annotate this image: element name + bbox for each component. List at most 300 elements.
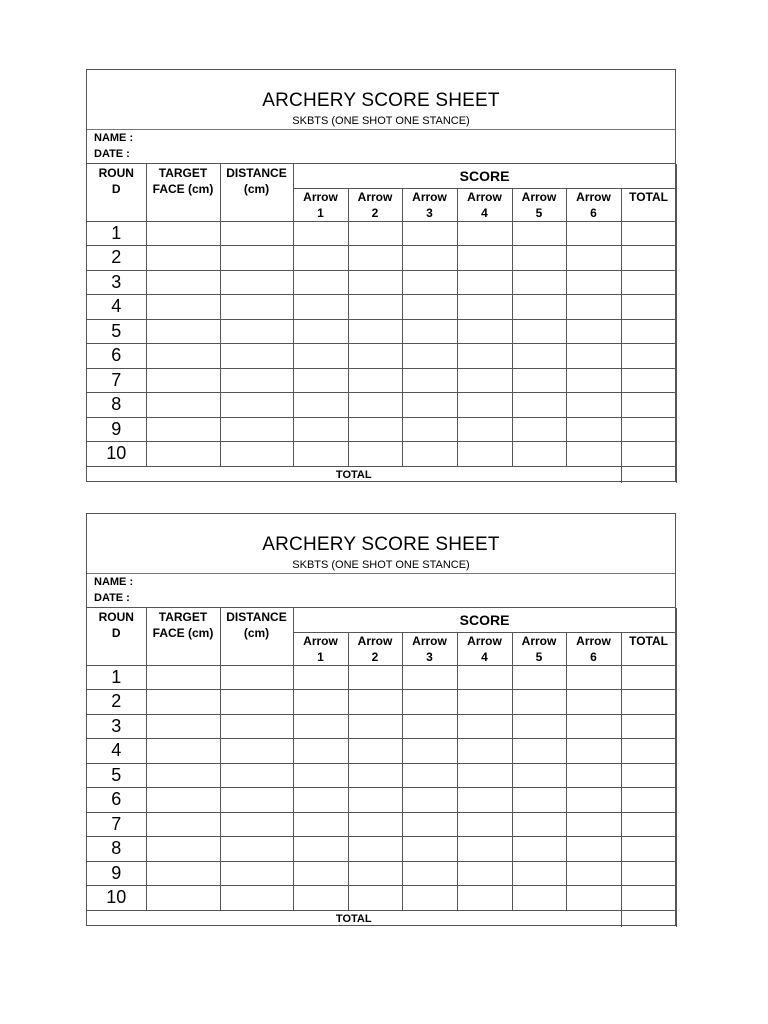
- round-row: [87, 763, 676, 788]
- arrow-4-score-cell[interactable]: [457, 368, 512, 393]
- arrow-4-score-cell[interactable]: [457, 442, 512, 467]
- round-number: 10: [87, 442, 146, 467]
- round-number: 9: [87, 861, 146, 886]
- round-row: [87, 665, 676, 690]
- round-total-cell[interactable]: [621, 763, 676, 788]
- archer-info: [87, 574, 675, 608]
- arrow-4-score-cell[interactable]: [457, 763, 512, 788]
- distance-cell[interactable]: [220, 837, 293, 862]
- arrow-header-label: Arrow: [412, 633, 447, 648]
- arrow-2-header: [348, 188, 402, 221]
- target-header-line2: FACE (cm): [152, 626, 214, 640]
- arrow-5-score-cell[interactable]: [512, 886, 566, 911]
- arrow-header-label: Arrow: [303, 189, 338, 204]
- target-header-line1: TARGET: [158, 610, 208, 624]
- target-face-cell[interactable]: [146, 270, 220, 295]
- round-total-cell[interactable]: [621, 812, 676, 837]
- arrow-header-label: Arrow: [357, 189, 393, 204]
- distance-cell[interactable]: [220, 763, 293, 788]
- arrow-3-score-cell[interactable]: [402, 739, 457, 764]
- arrow-1-score-cell[interactable]: [293, 812, 348, 837]
- arrow-4-score-cell[interactable]: [457, 739, 512, 764]
- arrow-4-score-cell[interactable]: [457, 714, 512, 739]
- target-face-cell[interactable]: [146, 714, 220, 739]
- round-row: [87, 812, 676, 837]
- arrow-3-score-cell[interactable]: [402, 442, 457, 467]
- arrow-6-score-cell[interactable]: [566, 812, 621, 837]
- round-row: [87, 295, 676, 320]
- target-face-cell[interactable]: [146, 221, 220, 246]
- round-number: 7: [87, 368, 146, 393]
- round-number: 6: [87, 788, 146, 813]
- round-number: 8: [87, 393, 146, 418]
- archer-info: [87, 130, 675, 164]
- arrow-2-score-cell[interactable]: [348, 368, 402, 393]
- arrow-4-score-cell[interactable]: [457, 246, 512, 271]
- round-total-cell[interactable]: [621, 270, 676, 295]
- arrow-header-label: Arrow: [412, 189, 447, 204]
- arrow-header-number: 4: [481, 205, 488, 220]
- arrow-1-header: [293, 188, 348, 221]
- arrow-3-score-cell[interactable]: [402, 812, 457, 837]
- arrow-3-score-cell[interactable]: [402, 417, 457, 442]
- distance-cell[interactable]: [220, 812, 293, 837]
- arrow-6-score-cell[interactable]: [566, 665, 621, 690]
- arrow-2-score-cell[interactable]: [348, 344, 402, 369]
- distance-cell[interactable]: [220, 665, 293, 690]
- arrow-6-score-cell[interactable]: [566, 690, 621, 715]
- arrow-5-score-cell[interactable]: [512, 221, 566, 246]
- arrow-header-number: 2: [371, 205, 379, 220]
- arrow-3-score-cell[interactable]: [402, 788, 457, 813]
- round-number: 3: [87, 714, 146, 739]
- arrow-6-score-cell[interactable]: [566, 442, 621, 467]
- arrow-1-score-cell[interactable]: [293, 861, 348, 886]
- target-face-cell[interactable]: [146, 417, 220, 442]
- round-row: [87, 417, 676, 442]
- round-row: [87, 368, 676, 393]
- distance-header-line2: (cm): [243, 182, 270, 196]
- distance-header: [220, 608, 293, 665]
- arrow-1-score-cell[interactable]: [293, 270, 348, 295]
- arrow-5-header: [512, 632, 566, 665]
- sheet-header: [87, 70, 675, 130]
- arrow-6-header: [566, 632, 621, 665]
- arrow-2-score-cell[interactable]: [348, 763, 402, 788]
- round-number: 7: [87, 812, 146, 837]
- total-row: [87, 910, 676, 927]
- target-face-cell[interactable]: [146, 739, 220, 764]
- arrow-1-score-cell[interactable]: [293, 319, 348, 344]
- round-number: 8: [87, 837, 146, 862]
- target-face-cell[interactable]: [146, 763, 220, 788]
- arrow-2-score-cell[interactable]: [348, 393, 402, 418]
- arrow-1-score-cell[interactable]: [293, 368, 348, 393]
- arrow-3-score-cell[interactable]: [402, 246, 457, 271]
- arrow-2-score-cell[interactable]: [348, 861, 402, 886]
- grand-total-cell[interactable]: [621, 466, 676, 483]
- arrow-2-score-cell[interactable]: [348, 270, 402, 295]
- arrow-5-score-cell[interactable]: [512, 442, 566, 467]
- arrow-6-score-cell[interactable]: [566, 714, 621, 739]
- round-row: [87, 837, 676, 862]
- round-total-cell[interactable]: [621, 665, 676, 690]
- arrow-3-score-cell[interactable]: [402, 344, 457, 369]
- arrow-1-score-cell[interactable]: [293, 690, 348, 715]
- round-number: 9: [87, 417, 146, 442]
- arrow-5-score-cell[interactable]: [512, 319, 566, 344]
- round-header: [87, 164, 146, 221]
- arrow-3-score-cell[interactable]: [402, 319, 457, 344]
- arrow-header-label: Arrow: [576, 189, 611, 204]
- date-field-label[interactable]: DATE :: [94, 148, 130, 160]
- score-header: SCORE: [293, 608, 676, 632]
- round-total-cell[interactable]: [621, 886, 676, 911]
- arrow-4-score-cell[interactable]: [457, 886, 512, 911]
- target-face-cell[interactable]: [146, 295, 220, 320]
- round-total-cell[interactable]: [621, 246, 676, 271]
- arrow-1-score-cell[interactable]: [293, 295, 348, 320]
- arrow-6-score-cell[interactable]: [566, 417, 621, 442]
- arrow-2-score-cell[interactable]: [348, 442, 402, 467]
- arrow-4-score-cell[interactable]: [457, 837, 512, 862]
- distance-cell[interactable]: [220, 270, 293, 295]
- arrow-header-number: 2: [371, 649, 379, 664]
- arrow-3-score-cell[interactable]: [402, 270, 457, 295]
- arrow-3-score-cell[interactable]: [402, 837, 457, 862]
- round-number: 1: [87, 221, 146, 246]
- target-face-cell[interactable]: [146, 665, 220, 690]
- arrow-5-score-cell[interactable]: [512, 812, 566, 837]
- distance-cell[interactable]: [220, 861, 293, 886]
- round-number: 5: [87, 319, 146, 344]
- arrow-2-score-cell[interactable]: [348, 665, 402, 690]
- target-face-cell[interactable]: [146, 319, 220, 344]
- arrow-header-label: Arrow: [467, 633, 502, 648]
- arrow-6-score-cell[interactable]: [566, 788, 621, 813]
- sheet-title: ARCHERY SCORE SHEET: [262, 534, 500, 555]
- sheet-subtitle: SKBTS (ONE SHOT ONE STANCE): [292, 115, 470, 127]
- arrow-3-header: [402, 632, 457, 665]
- distance-header-line2: (cm): [243, 626, 270, 640]
- sheet-title: ARCHERY SCORE SHEET: [262, 90, 500, 111]
- target-face-cell[interactable]: [146, 886, 220, 911]
- arrow-3-score-cell[interactable]: [402, 665, 457, 690]
- arrow-header-label: Arrow: [303, 633, 338, 648]
- arrow-header-number: 5: [535, 649, 543, 664]
- arrow-4-header: [457, 632, 512, 665]
- arrow-6-score-cell[interactable]: [566, 221, 621, 246]
- distance-cell[interactable]: [220, 246, 293, 271]
- arrow-header-label: Arrow: [521, 633, 557, 648]
- arrow-4-score-cell[interactable]: [457, 812, 512, 837]
- distance-cell[interactable]: [220, 319, 293, 344]
- arrow-3-score-cell[interactable]: [402, 295, 457, 320]
- arrow-1-score-cell[interactable]: [293, 442, 348, 467]
- distance-cell[interactable]: [220, 368, 293, 393]
- arrow-3-score-cell[interactable]: [402, 861, 457, 886]
- distance-cell[interactable]: [220, 417, 293, 442]
- distance-cell[interactable]: [220, 295, 293, 320]
- arrow-header-number: 1: [317, 649, 324, 664]
- total-row: [87, 466, 676, 483]
- arrow-4-score-cell[interactable]: [457, 344, 512, 369]
- arrow-5-score-cell[interactable]: [512, 690, 566, 715]
- arrow-2-score-cell[interactable]: [348, 221, 402, 246]
- distance-header: [220, 164, 293, 221]
- arrow-6-score-cell[interactable]: [566, 837, 621, 862]
- distance-cell[interactable]: [220, 739, 293, 764]
- round-header-line2: D: [111, 182, 121, 196]
- name-field-label[interactable]: NAME :: [94, 132, 134, 144]
- arrow-2-score-cell[interactable]: [348, 319, 402, 344]
- arrow-2-score-cell[interactable]: [348, 246, 402, 271]
- arrow-6-score-cell[interactable]: [566, 763, 621, 788]
- target-face-cell[interactable]: [146, 442, 220, 467]
- distance-cell[interactable]: [220, 788, 293, 813]
- round-row: [87, 690, 676, 715]
- arrow-1-score-cell[interactable]: [293, 393, 348, 418]
- total-header: TOTAL: [621, 632, 676, 665]
- arrow-1-score-cell[interactable]: [293, 886, 348, 911]
- arrow-5-score-cell[interactable]: [512, 393, 566, 418]
- round-total-cell[interactable]: [621, 295, 676, 320]
- arrow-1-score-cell[interactable]: [293, 665, 348, 690]
- arrow-5-header: [512, 188, 566, 221]
- round-number: 2: [87, 690, 146, 715]
- round-row: [87, 442, 676, 467]
- target-face-cell[interactable]: [146, 861, 220, 886]
- round-number: 2: [87, 246, 146, 271]
- round-number: 5: [87, 763, 146, 788]
- round-total-cell[interactable]: [621, 221, 676, 246]
- arrow-2-score-cell[interactable]: [348, 690, 402, 715]
- arrow-5-score-cell[interactable]: [512, 344, 566, 369]
- arrow-6-score-cell[interactable]: [566, 886, 621, 911]
- arrow-3-score-cell[interactable]: [402, 886, 457, 911]
- round-header-line2: D: [111, 626, 121, 640]
- sheet-header: [87, 514, 675, 574]
- target-face-cell[interactable]: [146, 690, 220, 715]
- arrow-2-score-cell[interactable]: [348, 417, 402, 442]
- arrow-2-header: [348, 632, 402, 665]
- target-header-line2: FACE (cm): [152, 182, 214, 196]
- arrow-6-score-cell[interactable]: [566, 295, 621, 320]
- score-table: [87, 164, 677, 483]
- arrow-6-score-cell[interactable]: [566, 739, 621, 764]
- target-face-cell[interactable]: [146, 368, 220, 393]
- round-row: [87, 788, 676, 813]
- arrow-header-number: 1: [317, 205, 324, 220]
- score-table: [87, 608, 677, 927]
- arrow-6-score-cell[interactable]: [566, 270, 621, 295]
- round-row: [87, 246, 676, 271]
- date-field-label[interactable]: DATE :: [94, 592, 130, 604]
- arrow-1-score-cell[interactable]: [293, 788, 348, 813]
- header-row: [87, 608, 676, 632]
- distance-cell[interactable]: [220, 442, 293, 467]
- total-header: TOTAL: [621, 188, 676, 221]
- arrow-5-score-cell[interactable]: [512, 270, 566, 295]
- round-number: 3: [87, 270, 146, 295]
- arrow-6-score-cell[interactable]: [566, 861, 621, 886]
- score-sheet: [86, 69, 676, 482]
- arrow-1-score-cell[interactable]: [293, 739, 348, 764]
- round-row: [87, 393, 676, 418]
- arrow-2-score-cell[interactable]: [348, 788, 402, 813]
- round-total-cell[interactable]: [621, 861, 676, 886]
- total-label: TOTAL: [87, 910, 621, 927]
- arrow-5-score-cell[interactable]: [512, 295, 566, 320]
- target-face-cell[interactable]: [146, 246, 220, 271]
- arrow-3-score-cell[interactable]: [402, 714, 457, 739]
- arrow-2-score-cell[interactable]: [348, 295, 402, 320]
- arrow-5-score-cell[interactable]: [512, 861, 566, 886]
- arrow-header-number: 3: [426, 205, 433, 220]
- round-total-cell[interactable]: [621, 714, 676, 739]
- arrow-5-score-cell[interactable]: [512, 368, 566, 393]
- arrow-4-score-cell[interactable]: [457, 295, 512, 320]
- distance-cell[interactable]: [220, 344, 293, 369]
- grand-total-cell[interactable]: [621, 910, 676, 927]
- distance-cell[interactable]: [220, 690, 293, 715]
- arrow-header-label: Arrow: [357, 633, 393, 648]
- round-row: [87, 344, 676, 369]
- target-face-cell[interactable]: [146, 788, 220, 813]
- arrow-4-score-cell[interactable]: [457, 417, 512, 442]
- arrow-4-score-cell[interactable]: [457, 393, 512, 418]
- arrow-5-score-cell[interactable]: [512, 417, 566, 442]
- distance-cell[interactable]: [220, 393, 293, 418]
- arrow-4-score-cell[interactable]: [457, 319, 512, 344]
- score-header: SCORE: [293, 164, 676, 188]
- arrow-3-score-cell[interactable]: [402, 763, 457, 788]
- round-header-line1: ROUN: [98, 166, 134, 180]
- round-row: [87, 221, 676, 246]
- arrow-header-label: Arrow: [467, 189, 502, 204]
- arrow-3-score-cell[interactable]: [402, 368, 457, 393]
- score-sheet: [86, 513, 676, 926]
- arrow-header-number: 5: [535, 205, 543, 220]
- arrow-3-score-cell[interactable]: [402, 690, 457, 715]
- round-row: [87, 270, 676, 295]
- round-number: 1: [87, 665, 146, 690]
- arrow-6-score-cell[interactable]: [566, 344, 621, 369]
- arrow-1-score-cell[interactable]: [293, 221, 348, 246]
- distance-header-line1: DISTANCE: [226, 166, 287, 180]
- distance-cell[interactable]: [220, 886, 293, 911]
- distance-cell[interactable]: [220, 714, 293, 739]
- arrow-4-score-cell[interactable]: [457, 665, 512, 690]
- arrow-1-score-cell[interactable]: [293, 837, 348, 862]
- round-header: [87, 608, 146, 665]
- round-total-cell[interactable]: [621, 319, 676, 344]
- arrow-1-score-cell[interactable]: [293, 417, 348, 442]
- arrow-header-number: 6: [590, 205, 597, 220]
- arrow-6-score-cell[interactable]: [566, 319, 621, 344]
- name-field-label[interactable]: NAME :: [94, 576, 134, 588]
- arrow-1-header: [293, 632, 348, 665]
- round-row: [87, 714, 676, 739]
- sheet-subtitle: SKBTS (ONE SHOT ONE STANCE): [292, 559, 470, 571]
- arrow-5-score-cell[interactable]: [512, 665, 566, 690]
- round-total-cell[interactable]: [621, 788, 676, 813]
- arrow-5-score-cell[interactable]: [512, 739, 566, 764]
- arrow-2-score-cell[interactable]: [348, 714, 402, 739]
- arrow-5-score-cell[interactable]: [512, 788, 566, 813]
- arrow-5-score-cell[interactable]: [512, 714, 566, 739]
- round-number: 4: [87, 295, 146, 320]
- arrow-2-score-cell[interactable]: [348, 886, 402, 911]
- arrow-4-score-cell[interactable]: [457, 221, 512, 246]
- target-face-header: [146, 608, 220, 665]
- round-total-cell[interactable]: [621, 393, 676, 418]
- total-label: TOTAL: [87, 466, 621, 483]
- arrow-4-score-cell[interactable]: [457, 690, 512, 715]
- arrow-5-score-cell[interactable]: [512, 246, 566, 271]
- round-number: 6: [87, 344, 146, 369]
- arrow-1-score-cell[interactable]: [293, 246, 348, 271]
- target-face-cell[interactable]: [146, 837, 220, 862]
- round-total-cell[interactable]: [621, 442, 676, 467]
- target-header-line1: TARGET: [158, 166, 208, 180]
- arrow-2-score-cell[interactable]: [348, 812, 402, 837]
- arrow-4-header: [457, 188, 512, 221]
- distance-cell[interactable]: [220, 221, 293, 246]
- arrow-6-score-cell[interactable]: [566, 246, 621, 271]
- target-face-header: [146, 164, 220, 221]
- header-row: [87, 164, 676, 188]
- target-face-cell[interactable]: [146, 812, 220, 837]
- arrow-header-number: 6: [590, 649, 597, 664]
- arrow-2-score-cell[interactable]: [348, 837, 402, 862]
- round-header-line1: ROUN: [98, 610, 134, 624]
- arrow-2-score-cell[interactable]: [348, 739, 402, 764]
- round-row: [87, 739, 676, 764]
- arrow-6-header: [566, 188, 621, 221]
- arrow-header-number: 3: [426, 649, 433, 664]
- round-total-cell[interactable]: [621, 739, 676, 764]
- arrow-3-score-cell[interactable]: [402, 221, 457, 246]
- distance-header-line1: DISTANCE: [226, 610, 287, 624]
- round-total-cell[interactable]: [621, 344, 676, 369]
- arrow-3-header: [402, 188, 457, 221]
- arrow-4-score-cell[interactable]: [457, 788, 512, 813]
- round-number: 10: [87, 886, 146, 911]
- arrow-4-score-cell[interactable]: [457, 861, 512, 886]
- arrow-3-score-cell[interactable]: [402, 393, 457, 418]
- target-face-cell[interactable]: [146, 393, 220, 418]
- round-total-cell[interactable]: [621, 837, 676, 862]
- arrow-1-score-cell[interactable]: [293, 714, 348, 739]
- arrow-1-score-cell[interactable]: [293, 344, 348, 369]
- arrow-6-score-cell[interactable]: [566, 368, 621, 393]
- arrow-4-score-cell[interactable]: [457, 270, 512, 295]
- arrow-header-label: Arrow: [576, 633, 611, 648]
- arrow-1-score-cell[interactable]: [293, 763, 348, 788]
- round-total-cell[interactable]: [621, 368, 676, 393]
- arrow-6-score-cell[interactable]: [566, 393, 621, 418]
- round-total-cell[interactable]: [621, 417, 676, 442]
- round-total-cell[interactable]: [621, 690, 676, 715]
- round-row: [87, 861, 676, 886]
- round-number: 4: [87, 739, 146, 764]
- arrow-5-score-cell[interactable]: [512, 837, 566, 862]
- arrow-5-score-cell[interactable]: [512, 763, 566, 788]
- arrow-header-label: Arrow: [521, 189, 557, 204]
- arrow-header-number: 4: [481, 649, 488, 664]
- target-face-cell[interactable]: [146, 344, 220, 369]
